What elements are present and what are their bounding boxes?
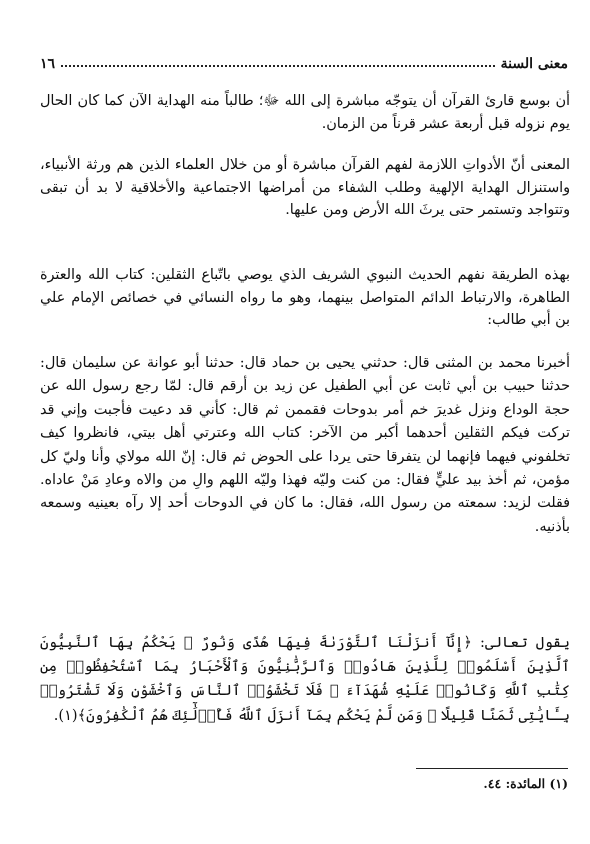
quran-verse-paragraph: يقول تعالى: ﴿إِنَّآ أَنزَلْنَا ٱلتَّوْرَىٰةَ فِيهَا هُدًى وَنُورٌ ۚ يَحْكُمُ بِهَا ٱلنَّبِيُّونَ ٱلَّذِينَ أَسْلَمُوا۟ لِلَّذِينَ هَادُوا۟ وَٱلرَّبَّٰنِيُّونَ وَٱلْأَحْبَارُ بِمَا ٱسْتُحْفِظُوا۟ مِن كِتَٰبِ ٱللَّهِ وَكَانُوا۟ عَلَيْهِ شُهَدَآءَ ۚ فَلَا تَخْشَوُا۟ ٱلنَّاسَ وَٱخْشَوْنِ وَلَا تَشْتَرُوا۟ بِـَٔايَٰتِى ثَمَنًا قَلِيلًا ۚ وَمَن لَّمْ يَحْكُم بِمَآ أَنزَلَ ٱللَّهُ فَأُو۟لَٰٓئِكَ هُمُ ٱلْكَٰفِرُونَ﴾(١). — [40, 634, 570, 724]
hadith-paragraph: أخبرنا محمد بن المثنى قال: حدثني يحيى بن حماد قال: حدثنا أبو عوانة عن سليمان قال: حدثنا حبيب بن أبي ثابت عن أبي الطفيل عن زيد بن أرقم قال: لمّا رجع رسول الله عن حجة الوداع ونزل غديرَ خم أمر بدوحات فقممن ثم قال: كأني قد دعيت فأجبت وإني قد تركت فيكم الثقلين أحدهما أكبر من الآخر: كتاب الله وعترتي أهل بيتي، فانظروا كيف تخلفوني فيهما فإنهما لن يتفرقا حتى يردا على الحوض ثم قال: إنّ الله مولاي وأنا وليّ كل مؤمن، ثم أخذ بيد عليٍّ فقال: من كنت وليّه فهذا وليّه اللهم والِ من والاه وعادِ مَنْ عاداه. فقلت لزيد: سمعته من رسول الله، فقال: ما كان في الدوحات أحد إلا رآه بعينيه وسمعه بأذنيه. — [40, 355, 570, 535]
footnote-separator — [416, 768, 568, 769]
paragraph-2: المعنى أنّ الأدواتِ اللازمة لفهم القرآن مباشرة أو من خلال العلماء الذين هم ورثة الأنبياء، واستنزال الهداية الإلهية وطلب الشفاء من أمراضها الاجتماعية والأخلاقية لا بد أن تبقى وتتواجد وتستمر حتى يرثَ الله الأرض ومن عليها. — [40, 157, 570, 219]
running-header — [40, 50, 568, 72]
paragraph-3: بهذه الطريقة نفهم الحديث النبوي الشريف الذي يوصي باتّباع الثقلين: كتاب الله والعترة الطاهرة، والارتباط الدائم المتواصل بينهما، وهو ما رواه النسائي في خصائص الإمام علي بن أبي طالب: — [40, 267, 570, 329]
running-title: معنى السنة — [500, 56, 568, 72]
footnote: (١) المائدة: ٤٤. — [483, 776, 568, 791]
dotted-leader — [61, 65, 495, 67]
page-number: ١٦ — [40, 56, 56, 72]
paragraph-1: أن بوسع قارئ القرآن أن يتوجّه مباشرة إلى الله ﷻ؛ طالباً منه الهداية الآن كما كان الحال يوم نزوله قبل أربعة عشر قرناً من الزمان. — [40, 93, 570, 132]
